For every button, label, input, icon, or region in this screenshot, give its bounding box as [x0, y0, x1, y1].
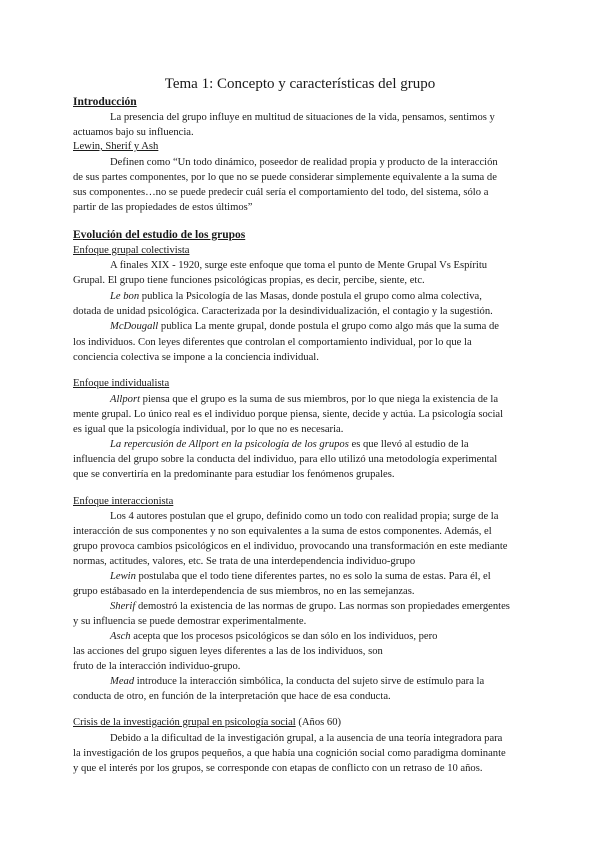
definition-line: sus componentes…no se puede predecir cuál sería el comportamiento del todo, del sistema, sólo a — [73, 187, 489, 198]
paragraph-line: influencia del grupo sobre la conducta del individuo, para ello utilizó una metodología experimental — [73, 454, 498, 465]
subheading-colectivista: Enfoque grupal colectivista — [73, 245, 190, 256]
paragraph-line: las acciones del grupo siguen leyes diferentes a las de los individuos, son — [73, 646, 383, 657]
paragraph-line: la investigación de los grupos pequeños, a que había una cognición social como paradigma dominante — [73, 748, 506, 759]
paragraph-line: grupo provoca cambios psicológicos en el individuo, provocando una transformación en este mediante — [73, 541, 508, 552]
paragraph-line: conciencia colectiva se impone a la conciencia individual. — [73, 352, 319, 363]
heading-evolucion: Evolución del estudio de los grupos — [73, 229, 246, 241]
intro-line: actuamos bajo su influencia. — [73, 127, 194, 138]
paragraph-line: Mead introduce la interacción simbólica, la conducta del sujeto sirve de estímulo para la — [110, 676, 485, 687]
paragraph-line: McDougall publica La mente grupal, donde postula el grupo como algo más que la suma de — [110, 321, 499, 332]
paragraph-line: Le bon publica la Psicología de las Masas, donde postula el grupo como alma colectiva, — [110, 291, 482, 302]
paragraph-line: Sherif demostró la existencia de las normas de grupo. Las normas son propiedades emergentes — [110, 601, 510, 612]
definition-line: Definen como “Un todo dinámico, poseedor de realidad propia y producto de la interacción — [110, 157, 498, 168]
paragraph-line: dotada de unidad psicológica. Caracterizada por la desindividualización, el contagio y la sugestión. — [73, 306, 493, 317]
definition-line: de sus partes componentes, por lo que no se puede considerar simplemente equivalente a la suma de — [73, 172, 497, 183]
paragraph-line: Asch acepta que los procesos psicológicos se dan sólo en los individuos, pero — [110, 631, 438, 642]
allport-repercussion-phrase: La repercusión de Allport en la psicología de los grupos — [110, 439, 349, 450]
intro-line: La presencia del grupo influye en multitud de situaciones de la vida, pensamos, sentimos y — [110, 112, 495, 123]
paragraph-line: y que el interés por los grupos, se corresponde con etapas de conflicto con un retraso de 10 años. — [73, 763, 483, 774]
paragraph-line: y su influencia se puede demostrar experimentalmente. — [73, 616, 307, 627]
paragraph-line: mente grupal. Lo único real es el individuo porque piensa, siente, decide y actúa. La psicología social — [73, 409, 504, 420]
author-asch: Asch — [110, 631, 131, 642]
author-mead: Mead — [110, 676, 135, 687]
subheading-crisis: Crisis de la investigación grupal en psicología social (Años 60) — [73, 717, 342, 728]
heading-introduccion: Introducción — [73, 96, 137, 108]
paragraph-line: Grupal. El grupo tiene funciones psicológicas propias, es decir, percibe, siente, etc. — [73, 275, 425, 286]
paragraph-line: grupo estábasado en la interdependencia de sus miembros, no en las semejanzas. — [73, 586, 415, 597]
paragraph-line: Debido a la dificultad de la investigación grupal, a la ausencia de una teoría integradora para — [110, 733, 503, 744]
paragraph-line: que se convertiría en la predominante para estudiar los fenómenos grupales. — [73, 469, 395, 480]
paragraph-line: conducta de otro, en función de la interpretación que hace de esa conducta. — [73, 691, 391, 702]
document-title: Tema 1: Concepto y características del grupo — [164, 76, 436, 92]
paragraph-line: es igual que la psicología individual, por lo que no es necesaria. — [73, 424, 344, 435]
author-allport: Allport — [110, 394, 141, 405]
paragraph-line: Los 4 autores postulan que el grupo, definido como un todo con realidad propia; surge de la — [110, 511, 499, 522]
paragraph-line: fruto de la interacción individuo-grupo. — [73, 661, 241, 672]
paragraph-line: los individuos. Con leyes diferentes que controlan el comportamiento individual, por lo que la — [73, 337, 472, 348]
author-mcdougall: McDougall — [110, 321, 159, 332]
paragraph-line: A finales XIX - 1920, surge este enfoque que toma el punto de Mente Grupal Vs Espíritu — [110, 260, 488, 271]
author-lewin: Lewin — [110, 571, 136, 582]
paragraph-line: Lewin postulaba que el todo tiene diferentes partes, no es solo la suma de estas. Para él, el — [110, 571, 491, 582]
author-sherif: Sherif — [110, 601, 136, 612]
subheading-lewin-sherif-ash: Lewin, Sherif y Ash — [73, 141, 159, 152]
paragraph-line: Allport piensa que el grupo es la suma de sus miembros, por lo que niega la existencia de la — [110, 394, 499, 405]
subheading-interaccionista: Enfoque interaccionista — [73, 496, 174, 507]
paragraph-line: normas, actitudes, valores, etc. Se trata de una interdependencia individuo-grupo — [73, 556, 416, 567]
author-le-bon: Le bon — [110, 291, 140, 302]
definition-line: partir de las propiedades de estos últimos” — [73, 202, 253, 213]
subheading-individualista: Enfoque individualista — [73, 378, 170, 389]
paragraph-line: La repercusión de Allport en la psicología de los grupos es que llevó al estudio de la — [110, 439, 469, 450]
paragraph-line: interacción de sus componentes y no son equivalentes a la suma de estos componentes. Además, el — [73, 526, 492, 537]
